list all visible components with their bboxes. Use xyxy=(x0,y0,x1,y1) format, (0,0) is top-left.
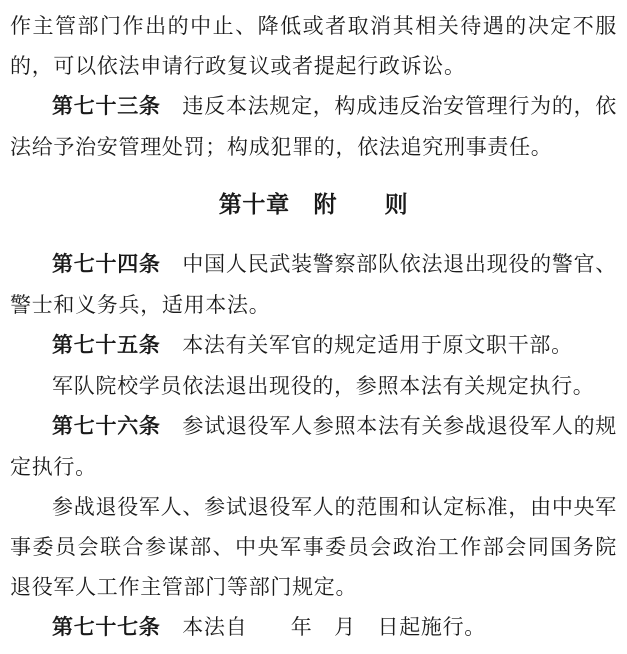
article-paragraph xyxy=(10,325,617,366)
article-number: 第七十六条 xyxy=(52,415,161,438)
article-text: 参试退役军人参照本法有关参战退役军人的规定执行。 xyxy=(10,414,618,479)
paragraph-text: 军队院校学员依法退出现役的，参照本法有关规定执行。 xyxy=(52,374,595,398)
article-number: 第七十五条 xyxy=(52,334,161,357)
article-text: 本法有关军官的规定适用于原文职干部。 xyxy=(182,333,573,357)
article-paragraph xyxy=(10,406,617,487)
article-number: 第七十三条 xyxy=(52,95,161,118)
article-number: 第七十七条 xyxy=(52,616,161,639)
article-paragraph xyxy=(10,244,617,325)
article-text: 中国人民武装警察部队依法退出现役的警官、警士和义务兵，适用本法。 xyxy=(10,252,618,317)
chapter-heading: 第十章 附 则 xyxy=(218,191,409,217)
paragraph-text: 参战退役军人、参试退役军人的范围和认定标准，由中央军事委员会联合参谋部、中央军事委员会政治工作部会同国务院退役军人工作主管部门等部门规定。 xyxy=(10,495,617,599)
article-paragraph xyxy=(10,607,617,648)
body-paragraph xyxy=(10,6,617,86)
body-paragraph xyxy=(10,366,617,406)
article-text: 本法自 年 月 日起施行。 xyxy=(182,615,487,639)
paragraph-text: 作主管部门作出的中止、降低或者取消其相关待遇的决定不服的，可以依法申请行政复议或者提起行政诉讼。 xyxy=(10,14,617,78)
article-number: 第七十四条 xyxy=(52,253,161,276)
article-paragraph xyxy=(10,86,617,167)
body-paragraph xyxy=(10,487,617,607)
article-text: 违反本法规定，构成违反治安管理行为的，依法给予治安管理处罚；构成犯罪的，依法追究刑事责任。 xyxy=(10,94,618,159)
